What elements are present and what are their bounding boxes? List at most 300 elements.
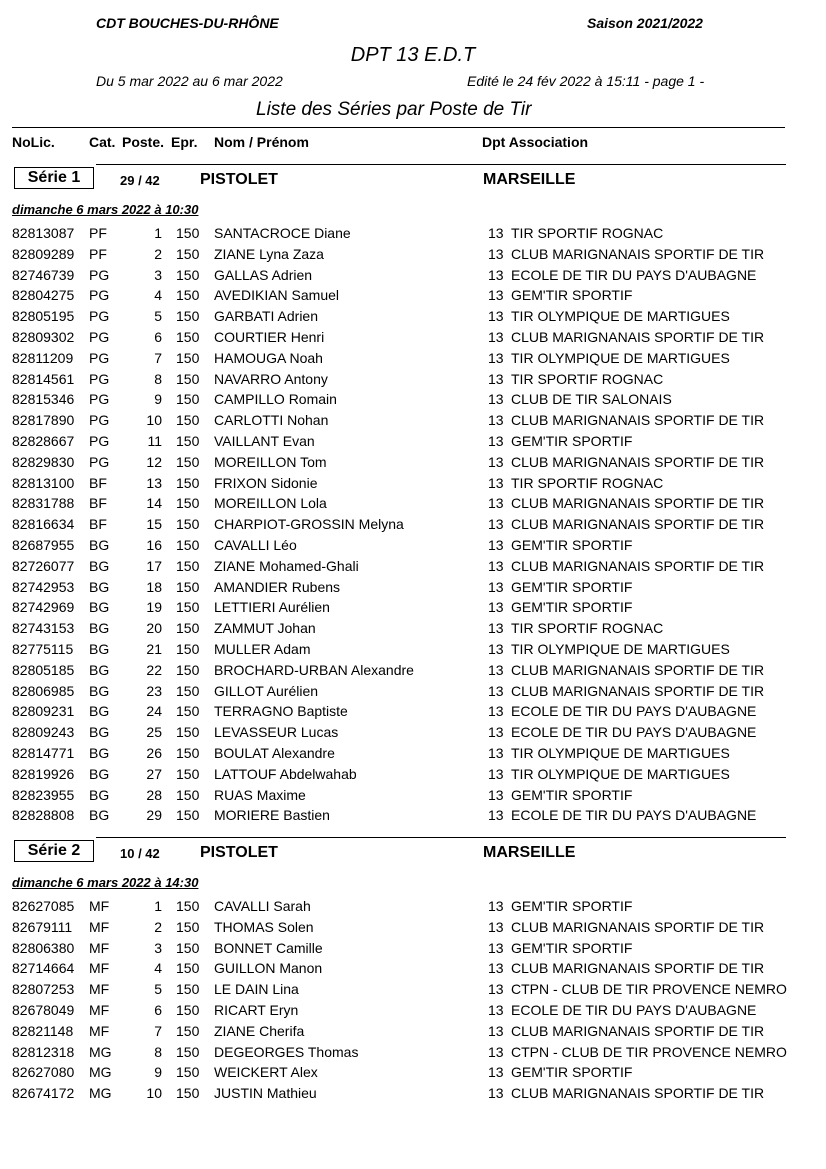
- list-title: Liste des Séries par Poste de Tir: [256, 99, 532, 120]
- category: PG: [89, 308, 110, 325]
- department: 13: [488, 245, 504, 262]
- table-row: [0, 766, 826, 787]
- association: TIR OLYMPIQUE DE MARTIGUES: [511, 641, 730, 657]
- shooter-name: GALLAS Adrien: [214, 266, 313, 283]
- category: BG: [89, 620, 110, 637]
- licence-number: 82678049: [12, 1002, 75, 1018]
- association: TIR OLYMPIQUE DE MARTIGUES: [511, 308, 730, 325]
- association: ECOLE DE TIR DU PAYS D'AUBAGNE: [511, 807, 757, 824]
- licence-number: 82726077: [12, 557, 75, 574]
- table-row: [0, 787, 826, 808]
- table-row: [0, 919, 826, 940]
- association: TIR OLYMPIQUE DE MARTIGUES: [511, 745, 730, 761]
- col-poste: Poste.: [122, 134, 165, 150]
- committee-name: CDT BOUCHES-DU-RHÔNE: [96, 15, 279, 31]
- association: GEM'TIR SPORTIF: [511, 939, 633, 956]
- shooter-name: GUILLON Manon: [214, 960, 323, 977]
- table-row: [0, 537, 826, 558]
- department: 13: [488, 745, 504, 761]
- poste-number: 6: [154, 329, 162, 345]
- licence-number: 82804275: [12, 287, 75, 304]
- licence-number: 82813100: [12, 474, 75, 491]
- association: CLUB MARIGNANAIS SPORTIF DE TIR: [511, 412, 765, 429]
- date-range: Du 5 mar 2022 au 6 mar 2022: [96, 73, 283, 89]
- poste-number: 5: [154, 981, 162, 998]
- shooter-name: JUSTIN Mathieu: [214, 1085, 317, 1102]
- epreuve: 150: [176, 745, 200, 761]
- poste-number: 11: [147, 433, 162, 449]
- category: MF: [89, 898, 110, 914]
- epreuve: 150: [176, 898, 200, 914]
- shooter-name: MORIERE Bastien: [214, 807, 330, 824]
- licence-number: 82821148: [12, 1022, 74, 1039]
- poste-number: 4: [154, 960, 162, 977]
- category: BG: [89, 661, 110, 678]
- table-row: [0, 371, 826, 392]
- poste-number: 12: [146, 453, 162, 470]
- association: GEM'TIR SPORTIF: [511, 287, 633, 304]
- association: CLUB MARIGNANAIS SPORTIF DE TIR: [511, 918, 765, 935]
- table-row: [0, 662, 826, 683]
- category: PG: [89, 370, 110, 387]
- department: 13: [488, 918, 504, 935]
- department: 13: [488, 682, 504, 699]
- table-row: [0, 1002, 826, 1023]
- poste-number: 8: [154, 370, 162, 387]
- table-row: [0, 807, 826, 828]
- serie-2-rule: [96, 837, 786, 838]
- department: 13: [488, 960, 504, 977]
- epreuve: 150: [176, 724, 200, 741]
- poste-number: 26: [146, 745, 162, 761]
- shooter-name: LEVASSEUR Lucas: [214, 724, 339, 741]
- shooter-name: BONNET Camille: [214, 939, 323, 956]
- department: 13: [488, 537, 504, 553]
- association: CLUB MARIGNANAIS SPORTIF DE TIR: [511, 661, 765, 678]
- licence-number: 82828808: [12, 807, 75, 824]
- epreuve: 150: [176, 578, 200, 595]
- table-row: [0, 287, 826, 308]
- serie-1-date: dimanche 6 mars 2022 à 10:30: [12, 202, 199, 217]
- table-row: [0, 703, 826, 724]
- epreuve: 150: [176, 245, 200, 262]
- epreuve: 150: [176, 682, 200, 699]
- epreuve: 150: [176, 329, 200, 345]
- shooter-name: AVEDIKIAN Samuel: [214, 287, 340, 304]
- licence-number: 82819926: [12, 765, 75, 782]
- poste-number: 10: [146, 412, 162, 429]
- department: 13: [488, 981, 504, 998]
- shooter-name: AMANDIER Rubens: [214, 578, 341, 595]
- category: BG: [89, 786, 110, 803]
- epreuve: 150: [176, 453, 200, 470]
- licence-number: 82742969: [12, 599, 75, 616]
- poste-number: 3: [154, 266, 162, 283]
- category: BG: [89, 745, 110, 761]
- association: GEM'TIR SPORTIF: [511, 1064, 633, 1081]
- department: 13: [488, 1002, 504, 1018]
- table-row: [0, 558, 826, 579]
- department: 13: [488, 786, 504, 803]
- association: CLUB MARIGNANAIS SPORTIF DE TIR: [511, 1022, 765, 1039]
- department: 13: [488, 765, 504, 782]
- licence-number: 82811209: [12, 349, 74, 366]
- department: 13: [488, 557, 504, 574]
- association: GEM'TIR SPORTIF: [511, 786, 633, 803]
- department: 13: [488, 349, 504, 366]
- epreuve: 150: [176, 981, 200, 998]
- licence-number: 82679111: [12, 918, 73, 935]
- shooter-name: HAMOUGA Noah: [214, 349, 323, 366]
- licence-number: 82809302: [12, 329, 75, 345]
- poste-number: 13: [146, 474, 162, 491]
- licence-number: 82814771: [12, 745, 75, 761]
- poste-number: 18: [146, 578, 162, 595]
- association: CLUB MARIGNANAIS SPORTIF DE TIR: [511, 495, 765, 512]
- table-row: [0, 1085, 826, 1106]
- poste-number: 23: [146, 682, 162, 699]
- department: 13: [488, 661, 504, 678]
- shooter-name: CAMPILLO Romain: [214, 391, 337, 408]
- table-row: [0, 475, 826, 496]
- table-row: [0, 1023, 826, 1044]
- licence-number: 82823955: [12, 786, 75, 803]
- licence-number: 82829830: [12, 453, 75, 470]
- shooter-name: RICART Eryn: [214, 1002, 299, 1018]
- col-nolic: NoLic.: [12, 134, 55, 150]
- epreuve: 150: [176, 1085, 200, 1102]
- shooter-name: CHARPIOT-GROSSIN Melyna: [214, 516, 404, 533]
- category: BF: [89, 516, 107, 533]
- poste-number: 9: [154, 1064, 162, 1081]
- department: 13: [488, 641, 504, 657]
- poste-number: 24: [146, 703, 162, 720]
- col-epr: Epr.: [171, 134, 198, 150]
- table-row: [0, 641, 826, 662]
- department: 13: [488, 308, 504, 325]
- association: CLUB MARIGNANAIS SPORTIF DE TIR: [511, 960, 765, 977]
- col-dpt-assoc: Dpt Association: [482, 134, 589, 150]
- department: 13: [488, 807, 504, 824]
- shooter-name: LETTIERI Aurélien: [214, 599, 330, 616]
- epreuve: 150: [176, 939, 200, 956]
- poste-number: 21: [146, 641, 162, 657]
- category: BG: [89, 557, 110, 574]
- poste-number: 17: [146, 557, 162, 574]
- category: BF: [89, 474, 107, 491]
- department: 13: [488, 495, 504, 512]
- association: GEM'TIR SPORTIF: [511, 599, 633, 616]
- licence-number: 82674172: [12, 1085, 75, 1102]
- shooter-name: THOMAS Solen: [214, 918, 314, 935]
- serie-1-rule: [96, 164, 786, 165]
- department: 13: [488, 939, 504, 956]
- licence-number: 82627080: [12, 1064, 75, 1081]
- poste-number: 14: [146, 495, 162, 512]
- department: 13: [488, 620, 504, 637]
- table-row: [0, 940, 826, 961]
- shooter-name: ZIANE Mohamed-Ghali: [214, 557, 359, 574]
- licence-number: 82812318: [12, 1043, 75, 1060]
- shooter-name: BROCHARD-URBAN Alexandre: [214, 661, 414, 678]
- shooter-name: MOREILLON Tom: [214, 453, 327, 470]
- serie-2-label: Série 2: [14, 840, 94, 862]
- poste-number: 8: [154, 1043, 162, 1060]
- epreuve: 150: [176, 349, 200, 366]
- shooter-name: VAILLANT Evan: [214, 433, 315, 449]
- category: MF: [89, 960, 110, 977]
- serie-1-count: 29 / 42: [120, 173, 160, 188]
- poste-number: 7: [154, 1022, 162, 1039]
- table-row: [0, 433, 826, 454]
- category: PG: [89, 433, 110, 449]
- licence-number: 82627085: [12, 898, 75, 914]
- category: MF: [89, 939, 110, 956]
- shooter-name: MOREILLON Lola: [214, 495, 327, 512]
- serie-1-discipline: PISTOLET: [200, 171, 278, 188]
- epreuve: 150: [176, 620, 200, 637]
- poste-number: 27: [146, 765, 162, 782]
- department: 13: [488, 724, 504, 741]
- association: CLUB MARIGNANAIS SPORTIF DE TIR: [511, 557, 765, 574]
- table-row: [0, 1044, 826, 1065]
- department: 13: [488, 433, 504, 449]
- category: PG: [89, 391, 110, 408]
- category: PG: [89, 412, 110, 429]
- department: 13: [488, 1085, 504, 1102]
- table-row: [0, 350, 826, 371]
- table-row: [0, 724, 826, 745]
- table-row: [0, 495, 826, 516]
- epreuve: 150: [176, 599, 200, 616]
- table-row: [0, 620, 826, 641]
- association: GEM'TIR SPORTIF: [511, 537, 633, 553]
- table-row: [0, 579, 826, 600]
- licence-number: 82714664: [12, 960, 75, 977]
- association: TIR SPORTIF ROGNAC: [511, 474, 664, 491]
- poste-number: 1: [154, 225, 162, 241]
- association: ECOLE DE TIR DU PAYS D'AUBAGNE: [511, 1002, 757, 1018]
- shooter-name: GARBATI Adrien: [214, 308, 319, 325]
- association: CTPN - CLUB DE TIR PROVENCE NEMRO: [511, 981, 787, 998]
- poste-number: 25: [146, 724, 162, 741]
- poste-number: 5: [154, 308, 162, 325]
- licence-number: 82805195: [12, 308, 75, 325]
- licence-number: 82815346: [12, 391, 75, 408]
- table-row: [0, 412, 826, 433]
- shooter-name: LATTOUF Abdelwahab: [214, 765, 357, 782]
- department: 13: [488, 1043, 504, 1060]
- epreuve: 150: [176, 1002, 200, 1018]
- shooter-name: ZIANE Lyna Zaza: [214, 245, 324, 262]
- epreuve: 150: [176, 391, 200, 408]
- shooter-name: FRIXON Sidonie: [214, 474, 318, 491]
- shooter-name: ZIANE Cherifa: [214, 1022, 305, 1039]
- epreuve: 150: [176, 641, 200, 657]
- shooter-name: SANTACROCE Diane: [214, 225, 351, 241]
- table-row: [0, 1064, 826, 1085]
- poste-number: 29: [146, 807, 162, 824]
- table-row: [0, 225, 826, 246]
- poste-number: 16: [146, 537, 162, 553]
- department: 13: [488, 516, 504, 533]
- poste-number: 22: [146, 661, 162, 678]
- department: 13: [488, 474, 504, 491]
- association: TIR SPORTIF ROGNAC: [511, 620, 664, 637]
- table-row: [0, 329, 826, 350]
- shooter-name: WEICKERT Alex: [214, 1064, 318, 1081]
- department: 13: [488, 370, 504, 387]
- epreuve: 150: [176, 765, 200, 782]
- category: PF: [89, 225, 107, 241]
- epreuve: 150: [176, 960, 200, 977]
- department: 13: [488, 1064, 504, 1081]
- category: PG: [89, 287, 110, 304]
- category: MG: [89, 1085, 112, 1102]
- licence-number: 82805185: [12, 661, 75, 678]
- shooter-name: DEGEORGES Thomas: [214, 1043, 359, 1060]
- category: BG: [89, 724, 110, 741]
- department: 13: [488, 225, 504, 241]
- association: TIR SPORTIF ROGNAC: [511, 225, 664, 241]
- poste-number: 9: [154, 391, 162, 408]
- association: TIR SPORTIF ROGNAC: [511, 370, 664, 387]
- association: CTPN - CLUB DE TIR PROVENCE NEMRO: [511, 1043, 787, 1060]
- department: 13: [488, 703, 504, 720]
- shooter-name: CARLOTTI Nohan: [214, 412, 329, 429]
- epreuve: 150: [176, 557, 200, 574]
- table-row: [0, 960, 826, 981]
- col-nom: Nom / Prénom: [214, 134, 309, 150]
- licence-number: 82816634: [12, 516, 75, 533]
- poste-number: 6: [154, 1002, 162, 1018]
- licence-number: 82742953: [12, 578, 75, 595]
- department: 13: [488, 898, 504, 914]
- serie-2-date: dimanche 6 mars 2022 à 14:30: [12, 875, 199, 890]
- epreuve: 150: [176, 474, 200, 491]
- licence-number: 82687955: [12, 537, 75, 553]
- shooter-name: GILLOT Aurélien: [214, 682, 319, 699]
- category: BG: [89, 641, 110, 657]
- epreuve: 150: [176, 1043, 200, 1060]
- shooter-name: CAVALLI Sarah: [214, 898, 311, 914]
- table-row: [0, 267, 826, 288]
- shooter-name: MULLER Adam: [214, 641, 311, 657]
- association: ECOLE DE TIR DU PAYS D'AUBAGNE: [511, 724, 757, 741]
- serie-2-discipline: PISTOLET: [200, 844, 278, 861]
- licence-number: 82806380: [12, 939, 75, 956]
- table-row: [0, 516, 826, 537]
- association: CLUB DE TIR SALONAIS: [511, 391, 672, 408]
- col-cat: Cat.: [89, 134, 116, 150]
- category: MG: [89, 1064, 112, 1081]
- serie-2-count: 10 / 42: [120, 846, 160, 861]
- category: BG: [89, 599, 110, 616]
- association: CLUB MARIGNANAIS SPORTIF DE TIR: [511, 516, 765, 533]
- table-row: [0, 454, 826, 475]
- category: PG: [89, 329, 110, 345]
- licence-number: 82809289: [12, 245, 75, 262]
- header-rule: [12, 127, 785, 128]
- category: BG: [89, 765, 110, 782]
- table-row: [0, 745, 826, 766]
- association: GEM'TIR SPORTIF: [511, 433, 633, 449]
- epreuve: 150: [176, 266, 200, 283]
- page-title: DPT 13 E.D.T: [350, 44, 476, 66]
- poste-number: 3: [154, 939, 162, 956]
- category: BF: [89, 495, 107, 512]
- season: Saison 2021/2022: [587, 15, 703, 31]
- epreuve: 150: [176, 308, 200, 325]
- epreuve: 150: [176, 287, 200, 304]
- association: CLUB MARIGNANAIS SPORTIF DE TIR: [511, 245, 765, 262]
- category: MF: [89, 1022, 110, 1039]
- department: 13: [488, 266, 504, 283]
- edited-info: Edité le 24 fév 2022 à 15:11 - page 1 -: [467, 73, 705, 89]
- poste-number: 7: [154, 349, 162, 366]
- shooter-name: BOULAT Alexandre: [214, 745, 335, 761]
- association: ECOLE DE TIR DU PAYS D'AUBAGNE: [511, 266, 757, 283]
- shooter-name: NAVARRO Antony: [214, 370, 328, 387]
- association: TIR OLYMPIQUE DE MARTIGUES: [511, 765, 730, 782]
- licence-number: 82828667: [12, 433, 75, 449]
- epreuve: 150: [176, 1022, 200, 1039]
- association: CLUB MARIGNANAIS SPORTIF DE TIR: [511, 329, 765, 345]
- category: MF: [89, 918, 110, 935]
- shooter-name: ZAMMUT Johan: [214, 620, 316, 637]
- licence-number: 82809231: [12, 703, 75, 720]
- epreuve: 150: [176, 225, 200, 241]
- epreuve: 150: [176, 412, 200, 429]
- epreuve: 150: [176, 918, 200, 935]
- department: 13: [488, 287, 504, 304]
- department: 13: [488, 329, 504, 345]
- licence-number: 82831788: [12, 495, 75, 512]
- table-row: [0, 981, 826, 1002]
- department: 13: [488, 599, 504, 616]
- shooter-name: LE DAIN Lina: [214, 981, 299, 998]
- licence-number: 82817890: [12, 412, 75, 429]
- licence-number: 82806985: [12, 682, 75, 699]
- category: BG: [89, 537, 110, 553]
- department: 13: [488, 391, 504, 408]
- epreuve: 150: [176, 661, 200, 678]
- table-row: [0, 391, 826, 412]
- department: 13: [488, 453, 504, 470]
- poste-number: 2: [154, 918, 162, 935]
- category: MF: [89, 1002, 110, 1018]
- epreuve: 150: [176, 370, 200, 387]
- association: GEM'TIR SPORTIF: [511, 898, 633, 914]
- table-row: [0, 898, 826, 919]
- licence-number: 82814561: [12, 370, 75, 387]
- serie-1-label: Série 1: [14, 167, 94, 189]
- poste-number: 2: [154, 245, 162, 262]
- association: CLUB MARIGNANAIS SPORTIF DE TIR: [511, 1085, 765, 1102]
- association: CLUB MARIGNANAIS SPORTIF DE TIR: [511, 453, 765, 470]
- shooter-name: COURTIER Henri: [214, 329, 325, 345]
- licence-number: 82813087: [12, 225, 75, 241]
- epreuve: 150: [176, 807, 200, 824]
- department: 13: [488, 578, 504, 595]
- table-row: [0, 246, 826, 267]
- association: CLUB MARIGNANAIS SPORTIF DE TIR: [511, 682, 765, 699]
- epreuve: 150: [176, 433, 200, 449]
- epreuve: 150: [176, 1064, 200, 1081]
- poste-number: 28: [146, 786, 162, 803]
- epreuve: 150: [176, 516, 200, 533]
- shooter-name: TERRAGNO Baptiste: [214, 703, 348, 720]
